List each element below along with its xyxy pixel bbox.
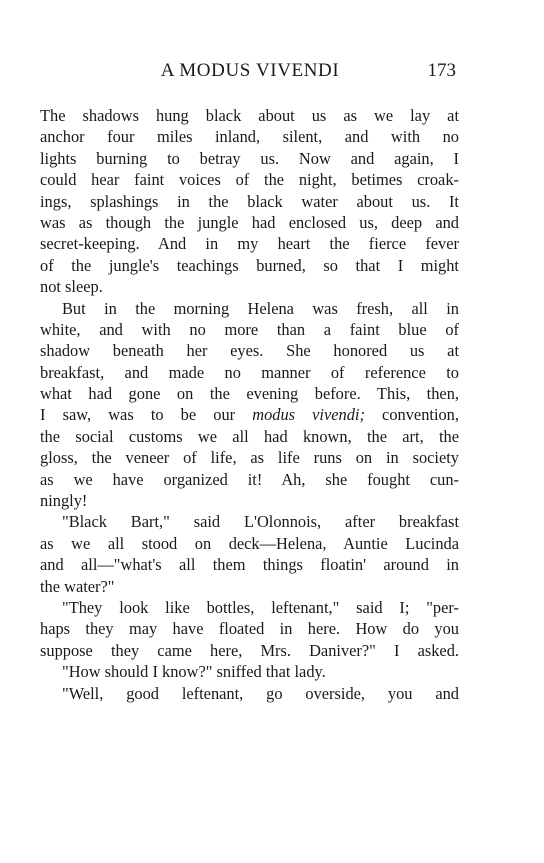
text-line: not sleep. bbox=[40, 277, 103, 297]
text-line: ings, splashings in the black water about us. It bbox=[40, 191, 459, 211]
text-segment: convention, bbox=[364, 405, 459, 425]
text-line: as we have organized it! Ah, she fought cun- bbox=[40, 469, 459, 489]
text-line: was as though the jungle had enclosed us, deep and bbox=[40, 212, 459, 232]
text-line: and all—"what's all them things floatin' around in bbox=[40, 555, 459, 575]
text-line: shadow beneath her eyes. She honored us at bbox=[40, 341, 459, 361]
text-line: gloss, the veneer of life, as life runs on in society bbox=[40, 448, 459, 468]
text-line: anchor four miles inland, silent, and with no bbox=[40, 127, 459, 147]
text-segment: I saw, was to be our bbox=[40, 405, 253, 425]
text-line: The shadows hung black about us as we lay at bbox=[40, 106, 459, 125]
text-line: secret-keeping. And in my heart the fierce fever bbox=[40, 234, 459, 254]
text-line: as we all stood on deck—Helena, Auntie Lucinda bbox=[40, 533, 459, 553]
text-line: ningly! bbox=[40, 491, 88, 511]
text-line: could hear faint voices of the night, betimes croak- bbox=[40, 170, 459, 190]
italic-phrase: modus vivendi; bbox=[252, 405, 365, 425]
text-line: suppose they came here, Mrs. Daniver?" I asked. bbox=[40, 640, 459, 660]
text-line: what had gone on the evening before. This, then, bbox=[40, 384, 459, 404]
text-line bbox=[40, 404, 459, 425]
text-line: "Black Bart," said L'Olonnois, after breakfast bbox=[62, 512, 459, 532]
page-number: 173 bbox=[427, 60, 456, 81]
text-line: lights burning to betray us. Now and again, I bbox=[40, 148, 459, 168]
text-line: "How should I know?" sniffed that lady. bbox=[62, 662, 326, 682]
text-line: the water?" bbox=[40, 576, 115, 596]
text-line: "Well, good leftenant, go overside, you and bbox=[62, 683, 459, 703]
text-line: haps they may have floated in here. How do you bbox=[40, 619, 459, 639]
text-line: breakfast, and made no manner of reference to bbox=[40, 362, 459, 382]
text-line: white, and with no more than a faint blue of bbox=[40, 319, 459, 339]
running-head bbox=[38, 60, 462, 84]
body-text bbox=[40, 105, 459, 704]
text-line: "They look like bottles, leftenant," said I; "per- bbox=[62, 597, 459, 617]
text-line: But in the morning Helena was fresh, all in bbox=[62, 298, 459, 318]
text-line: the social customs we all had known, the art, the bbox=[40, 426, 459, 446]
running-title: A MODUS VIVENDI bbox=[160, 60, 340, 81]
text-line: of the jungle's teachings burned, so that I might bbox=[40, 255, 459, 275]
